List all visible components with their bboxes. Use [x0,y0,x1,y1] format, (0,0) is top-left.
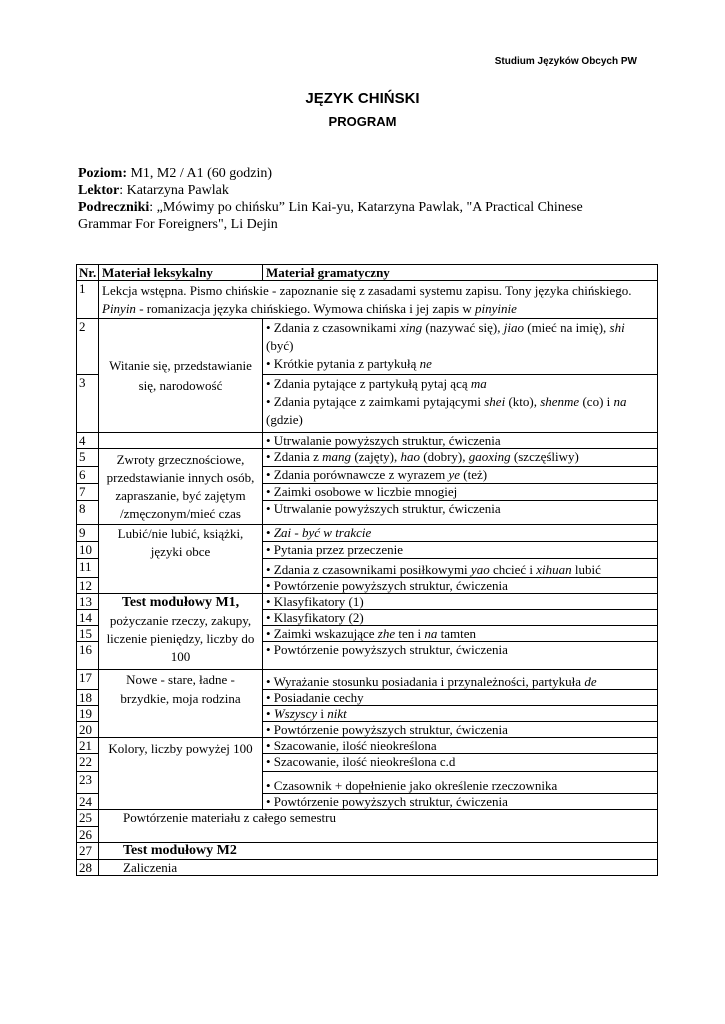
lexical-cell: Zwroty grzecznościowe, przedstawianie innych osób, zapraszanie, być zajętym /zmęczonym/mieć czas [99,449,263,525]
g-text: • Zdania z czasownikami [266,320,400,335]
grammar-cell: • Utrwalanie powyższych struktur, ćwiczenia [263,501,658,525]
level-label: Poziom: [78,166,127,181]
program-table [76,264,658,876]
row-number: 20 [77,722,99,738]
row-number: 9 [77,525,99,542]
row-number: 27 [77,843,99,860]
grammar-cell: • Zaimki osobowe w liczbie mnogiej [263,484,658,501]
row-number: 11 [77,559,99,578]
g-term: na [613,394,627,409]
table-row [77,810,658,827]
textbooks-line [78,199,638,233]
g-text: • Zdania porównawcze z wyrazem [266,467,449,482]
g-text: (być) [266,338,294,353]
level-line [78,165,638,182]
grammar-cell: • Powtórzenie powyższych struktur, ćwiczenia [263,578,658,594]
g-term: na [424,626,438,641]
row-number: 18 [77,690,99,706]
table-row [77,281,658,319]
row-number: 24 [77,794,99,810]
grammar-cell [263,706,658,722]
teacher-label: Lektor [78,183,120,198]
r1-text: Lekcja wstępna. Pismo chińskie - zapoznanie się z zasadami systemu zapisu. Tony języka chińskiego. [102,283,632,298]
g-text: (nazywać się), [422,320,504,335]
grammar-cell: • Klasyfikatory (2) [263,610,658,626]
g-term: xihuan [536,562,572,577]
row-number: 5 [77,449,99,467]
g-term: Zai - być w trakcie [273,525,372,540]
table-row [77,670,658,690]
g-term: shi [609,320,625,335]
table-row [77,860,658,876]
teacher-line [78,182,638,199]
row-number: 6 [77,467,99,484]
g-text: • Zaimki wskazujące [266,626,378,641]
grammar-cell [263,449,658,467]
g-text: lubić [571,562,601,577]
test-m1-title: Test modułowy M1, [121,595,240,610]
table-row [77,433,658,449]
textbooks-value: : „Mówimy po chińsku” Lin Kai-yu, Katarzyna Pawlak, "A Practical Chinese Grammar For Foreigners", Li Dejin [78,200,583,232]
g-term: gaoxing [468,449,511,464]
table-row [77,594,658,610]
grammar-cell [263,559,658,578]
g-text: tamten [437,626,476,641]
grammar-cell [263,375,658,433]
table-row [77,738,658,754]
grammar-cell: • Klasyfikatory (1) [263,594,658,610]
grammar-cell: • Szacowanie, ilość nieokreślona [263,738,658,754]
row-number: 7 [77,484,99,501]
r1-pinyin: Pinyin [102,301,136,316]
teacher-value: : Katarzyna Pawlak [119,183,229,198]
g-term: ma [470,376,487,391]
row-content [99,281,658,319]
header-lexical: Materiał leksykalny [99,265,263,281]
grammar-cell: • Powtórzenie powyższych struktur, ćwiczenia [263,722,658,738]
row-number: 28 [77,860,99,876]
g-term: nikt [327,706,347,721]
table-row [77,449,658,467]
grammar-item [266,355,654,373]
grammar-cell [263,670,658,690]
g-text: • Zdania z [266,449,323,464]
lexical-cell: Nowe - stare, ładne - brzydkie, moja rodzina [99,670,263,738]
grammar-cell: • Szacowanie, ilość nieokreślona c.d [263,754,658,772]
level-value: M1, M2 / A1 (60 godzin) [126,166,273,181]
table-row [77,843,658,860]
grammar-item [266,393,654,429]
header-nr: Nr. [77,265,99,281]
lexical-cell: Kolory, liczby powyżej 100 [99,738,263,810]
row-number: 21 [77,738,99,754]
lexical-cell [99,594,263,670]
row-number: 26 [77,827,99,843]
g-term: shei [484,394,506,409]
row-number: 15 [77,626,99,642]
g-term: mang [322,449,352,464]
g-text: (kto), [505,394,541,409]
g-text: • Zdania z czasownikami posiłkowymi [266,562,471,577]
r1-pinyinie: pinyinie [474,301,517,316]
grammar-cell: • Pytania przez przeczenie [263,542,658,559]
g-term: shenme [540,394,580,409]
lexical-topics: pożyczanie rzeczy, zakupy, liczenie pieniędzy, liczby do 100 [106,613,255,664]
row-number: 3 [77,375,99,433]
g-term: Wszyscy [273,706,318,721]
g-text: (zajęty), [351,449,401,464]
grammar-cell: • Czasownik + dopełnienie jako określenie rzeczownika [263,772,658,794]
row-number: 13 [77,594,99,610]
grammar-item [266,319,654,355]
g-text: (mieć na imię), [523,320,610,335]
g-term: yao [470,562,490,577]
grammar-cell [263,467,658,484]
header-grammar: Materiał gramatyczny [263,265,658,281]
g-text: (też) [460,467,488,482]
course-meta [78,165,638,233]
g-term: hao [400,449,421,464]
g-text: (dobry), [420,449,469,464]
row-number: 19 [77,706,99,722]
grammar-cell [263,525,658,542]
row-number: 25 [77,810,99,827]
grammar-item [266,375,654,393]
g-text: • [266,525,274,540]
document-subtitle: PROGRAM [328,114,397,129]
header-organization: Studium Języków Obcych PW [494,56,637,67]
g-term: ye [448,467,461,482]
g-text: • Zdania pytające z zaimkami pytającymi [266,394,485,409]
g-text: ten i [395,626,425,641]
g-text: (szczęśliwy) [510,449,579,464]
row-content: Powtórzenie materiału z całego semestru [99,810,658,843]
g-text: • [266,706,274,721]
g-term: ne [419,356,432,371]
g-term: de [584,674,597,689]
g-text: (gdzie) [266,412,303,427]
g-text: • Krótkie pytania z partykułą [266,356,420,371]
g-text: i [317,706,328,721]
row-content: Zaliczenia [99,860,658,876]
row-number: 12 [77,578,99,594]
table-row [77,319,658,375]
g-text: • Wyrażanie stosunku posiadania i przynależności, partykuła [266,674,585,689]
r1-text2: - romanizacja języka chińskiego. Wymowa chińska i jej zapis w [135,301,475,316]
table-header-row [77,265,658,281]
row-number: 22 [77,754,99,772]
g-text: (co) i [579,394,614,409]
grammar-cell [263,319,658,375]
row-number: 23 [77,772,99,794]
grammar-cell: • Powtórzenie powyższych struktur, ćwiczenia [263,794,658,810]
textbooks-label: Podreczniki [78,200,150,215]
lexical-cell: Lubić/nie lubić, książki, języki obce [99,525,263,594]
row-number: 14 [77,610,99,626]
lexical-cell [99,433,263,449]
row-number: 10 [77,542,99,559]
row-content: Test modułowy M2 [99,843,658,860]
g-term: jiao [503,320,524,335]
document-title: JĘZYK CHIŃSKI [305,90,420,107]
row-number: 16 [77,642,99,670]
g-term: zhe [377,626,396,641]
grammar-cell [263,626,658,642]
g-text: • Zdania pytające z partykułą pytaj ącą [266,376,471,391]
grammar-cell: • Utrwalanie powyższych struktur, ćwiczenia [263,433,658,449]
row-number: 8 [77,501,99,525]
table-row [77,525,658,542]
g-text: chcieć i [489,562,537,577]
lexical-cell: Witanie się, przedstawianie się, narodowość [99,319,263,433]
row-number: 4 [77,433,99,449]
g-term: xing [399,320,423,335]
grammar-cell: • Posiadanie cechy [263,690,658,706]
row-number: 2 [77,319,99,375]
row-number: 1 [77,281,99,319]
row-number: 17 [77,670,99,690]
grammar-cell: • Powtórzenie powyższych struktur, ćwiczenia [263,642,658,670]
